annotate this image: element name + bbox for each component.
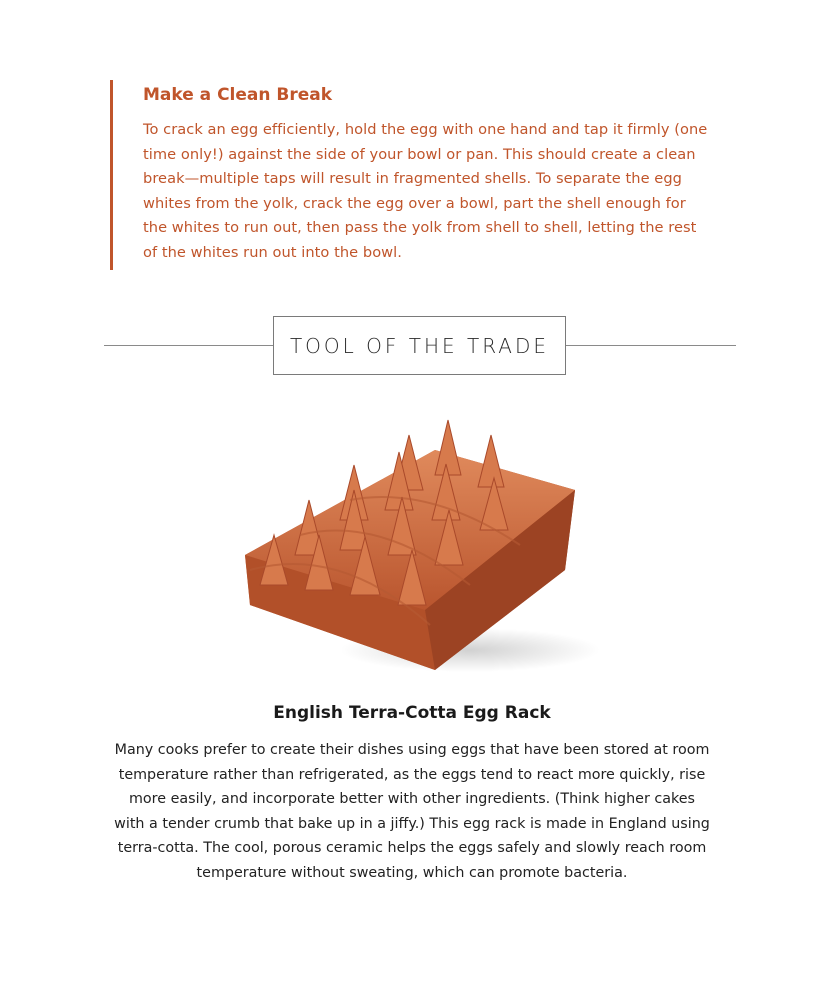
section-rule-right [566, 345, 736, 346]
tip-body: To crack an egg efficiently, hold the egg with one hand and tap it firmly (one time only!) against the side of your bowl or pan. This should create a clean break—multiple taps will result in fragmented shells. To separate the egg whites from the yolk, crack the egg over a bowl, part the shell enough for the whites to run out, then pass the yolk from shell to shell, letting the rest of the whites run out into the bowl. [143, 121, 708, 261]
tip-box [110, 80, 710, 270]
section-header [273, 316, 566, 375]
section-rule-left [104, 345, 274, 346]
product-title: English Terra-Cotta Egg Rack [273, 703, 551, 723]
product-description: Many cooks prefer to create their dishes using eggs that have been stored at room temperature rather than refrigerated, as the eggs tend to react more quickly, rise more easily, and incorporate better with other ingredients. (Think higher cakes with a tender crumb that bake up in a jiffy.) This egg rack is made in England using terra-cotta. The cool, porous ceramic helps the eggs safely and slowly reach room temperature without sweating, which can promote bacteria. [114, 742, 710, 881]
section-label: TOOL OF THE TRADE [289, 333, 550, 358]
tip-title: Make a Clean Break [143, 85, 333, 105]
egg-rack-image [220, 395, 610, 695]
